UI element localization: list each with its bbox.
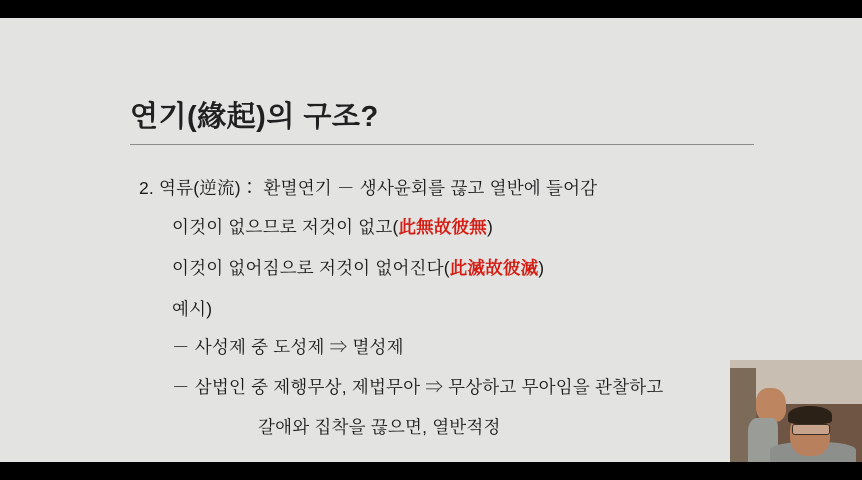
letterbox-top (0, 0, 862, 18)
slide-line-6: － 삼법인 중 제행무상, 제법무아 ⇒ 무상하고 무아임을 관찰하고 (172, 377, 664, 397)
slide-line-3-suffix: ) (538, 258, 545, 278)
slide-line-1: 2. 역류(逆流)∶ 환멸연기 － 생사윤회를 끊고 열반에 들어감 (139, 178, 598, 198)
webcam-presenter-hand (756, 388, 786, 422)
slide-line-3 (172, 255, 544, 280)
title-divider (130, 144, 754, 145)
slide-line-7: 갈애와 집착을 끊으면, 열반적정 (258, 417, 501, 437)
slide-line-2-hanja: 此無故彼無 (398, 217, 487, 237)
webcam-presenter-glasses (792, 424, 830, 435)
slide-line-5: － 사성제 중 도성제 ⇒ 멸성제 (172, 337, 404, 357)
webcam-presenter-hair (788, 406, 832, 424)
slide-line-2 (172, 214, 493, 239)
letterbox-bottom (0, 462, 862, 480)
page-title: 연기(緣起)의 구조? (130, 101, 379, 133)
slide-line-2-prefix: 이것이 없으므로 저것이 없고( (172, 217, 399, 237)
slide-line-3-prefix: 이것이 없어짐으로 저것이 없어진다( (172, 258, 450, 278)
slide-line-2-suffix: ) (486, 217, 494, 237)
slide-line-3-hanja: 此滅故彼滅 (449, 258, 539, 278)
presenter-webcam-overlay (730, 360, 862, 462)
slide-line-4: 예시) (172, 299, 213, 319)
